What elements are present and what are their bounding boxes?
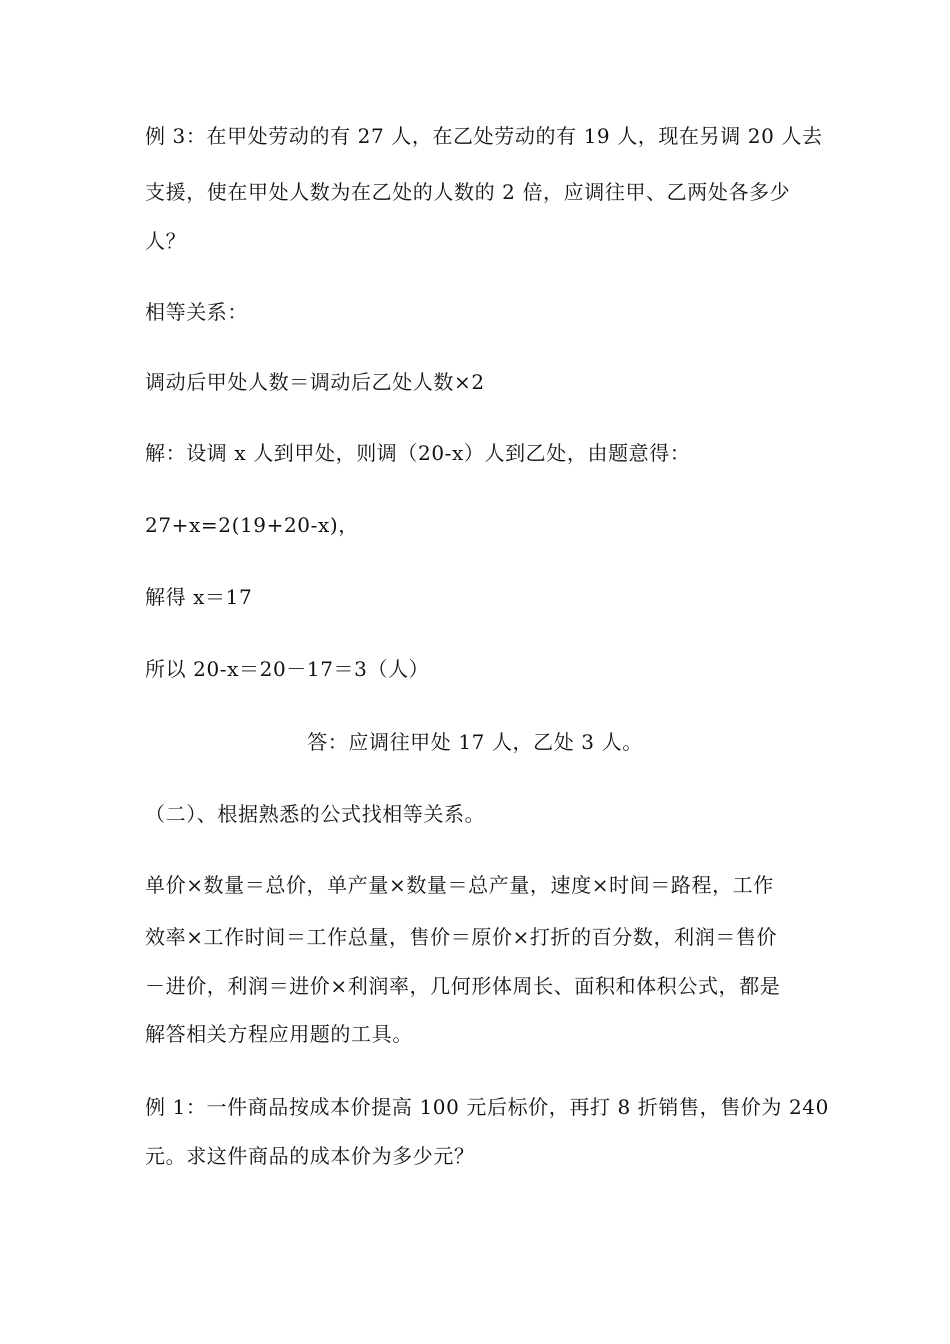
solution-conclusion: 所以 20-x＝20－17＝3（人） [145,657,430,681]
example-3-line-2: 支援，使在甲处人数为在乙处的人数的 2 倍，应调往甲、乙两处各多少 [145,180,791,204]
relation-equation: 调动后甲处人数＝调动后乙处人数×2 [145,370,485,394]
formula-paragraph-line-1: 单价×数量＝总价，单产量×数量＝总产量，速度×时间＝路程，工作 [145,873,774,897]
example-1-line-2: 元。求这件商品的成本价为多少元？ [145,1144,475,1168]
formula-paragraph-line-3: －进价，利润＝进价×利润率，几何形体周长、面积和体积公式，都是 [145,974,781,998]
relation-heading: 相等关系： [145,300,248,324]
solution-setup: 解：设调 x 人到甲处，则调（20-x）人到乙处，由题意得： [145,441,691,465]
example-3-line-1: 例 3：在甲处劳动的有 27 人，在乙处劳动的有 19 人，现在另调 20 人去 [145,124,823,148]
example-3-line-3: 人？ [145,229,187,253]
formula-paragraph-line-2: 效率×工作时间＝工作总量，售价＝原价×打折的百分数，利润＝售价 [145,925,778,949]
solution-equation: 27+x=2(19+20-x)， [145,513,359,537]
section-2-heading: （二）、根据熟悉的公式找相等关系。 [145,802,486,826]
formula-paragraph-line-4: 解答相关方程应用题的工具。 [145,1022,413,1046]
solution-result: 解得 x＝17 [145,585,253,609]
answer-line: 答：应调往甲处 17 人，乙处 3 人。 [307,730,643,754]
example-1-line-1: 例 1：一件商品按成本价提高 100 元后标价，再打 8 折销售，售价为 240 [145,1095,829,1119]
